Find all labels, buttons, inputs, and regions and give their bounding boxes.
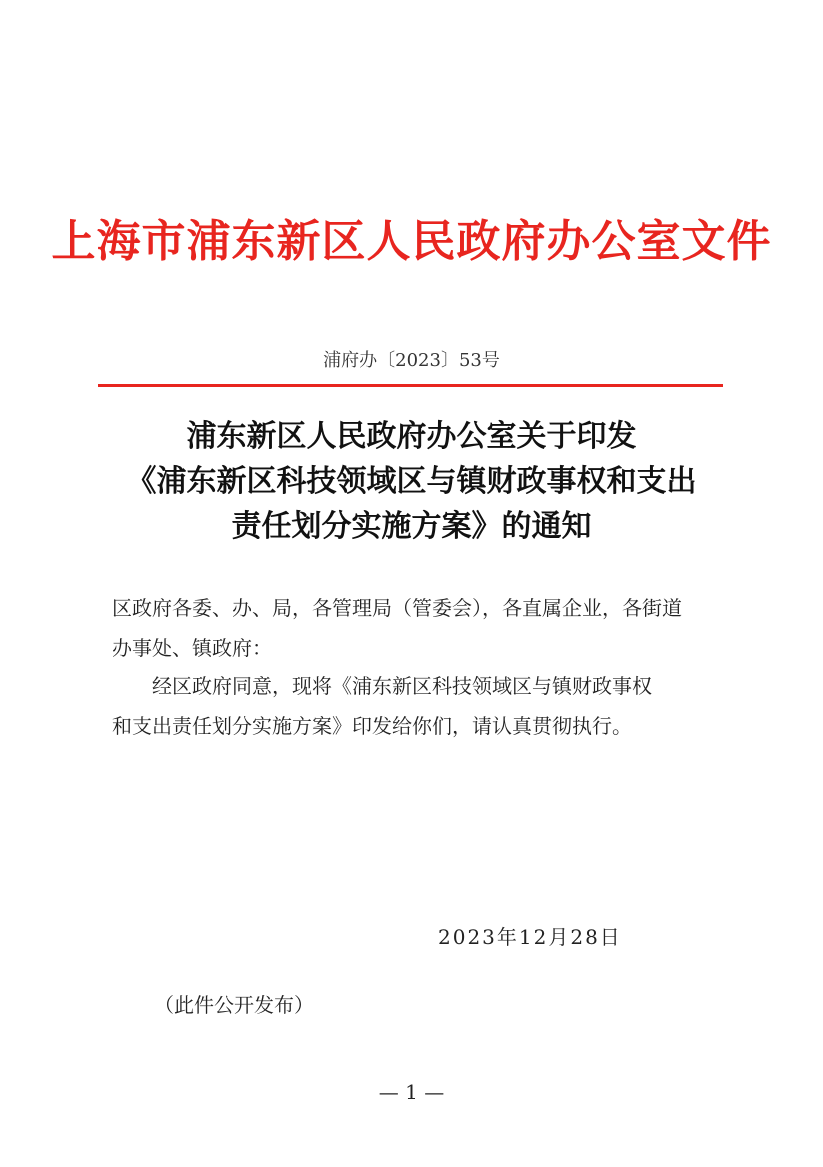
release-note: （此件公开发布） (154, 993, 314, 1017)
masthead-title: 上海市浦东新区人民政府办公室文件 (51, 216, 772, 267)
salutation-line-2: 办事处、镇政府： (112, 636, 272, 660)
salutation (112, 588, 724, 668)
paragraph-line-1: 经区政府同意，现将《浦东新区科技领域区与镇财政事权 (152, 674, 652, 698)
document-title (0, 414, 823, 549)
paragraph-line-2: 和支出责任划分实施方案》印发给你们，请认真贯彻执行。 (112, 714, 632, 738)
red-separator-rule (98, 384, 723, 387)
issue-date: 2023年12月28日 (438, 925, 622, 949)
title-line-3: 责任划分实施方案》的通知 (231, 509, 592, 544)
title-line-2: 《浦东新区科技领域区与镇财政事权和支出 (126, 464, 697, 499)
document-number: 浦府办〔2023〕53号 (323, 350, 500, 371)
page-number: — 1 — (378, 1080, 445, 1104)
body-paragraph (112, 666, 724, 746)
title-line-1: 浦东新区人民政府办公室关于印发 (186, 419, 637, 454)
salutation-line-1: 区政府各委、办、局，各管理局（管委会），各直属企业，各街道 (112, 596, 682, 620)
